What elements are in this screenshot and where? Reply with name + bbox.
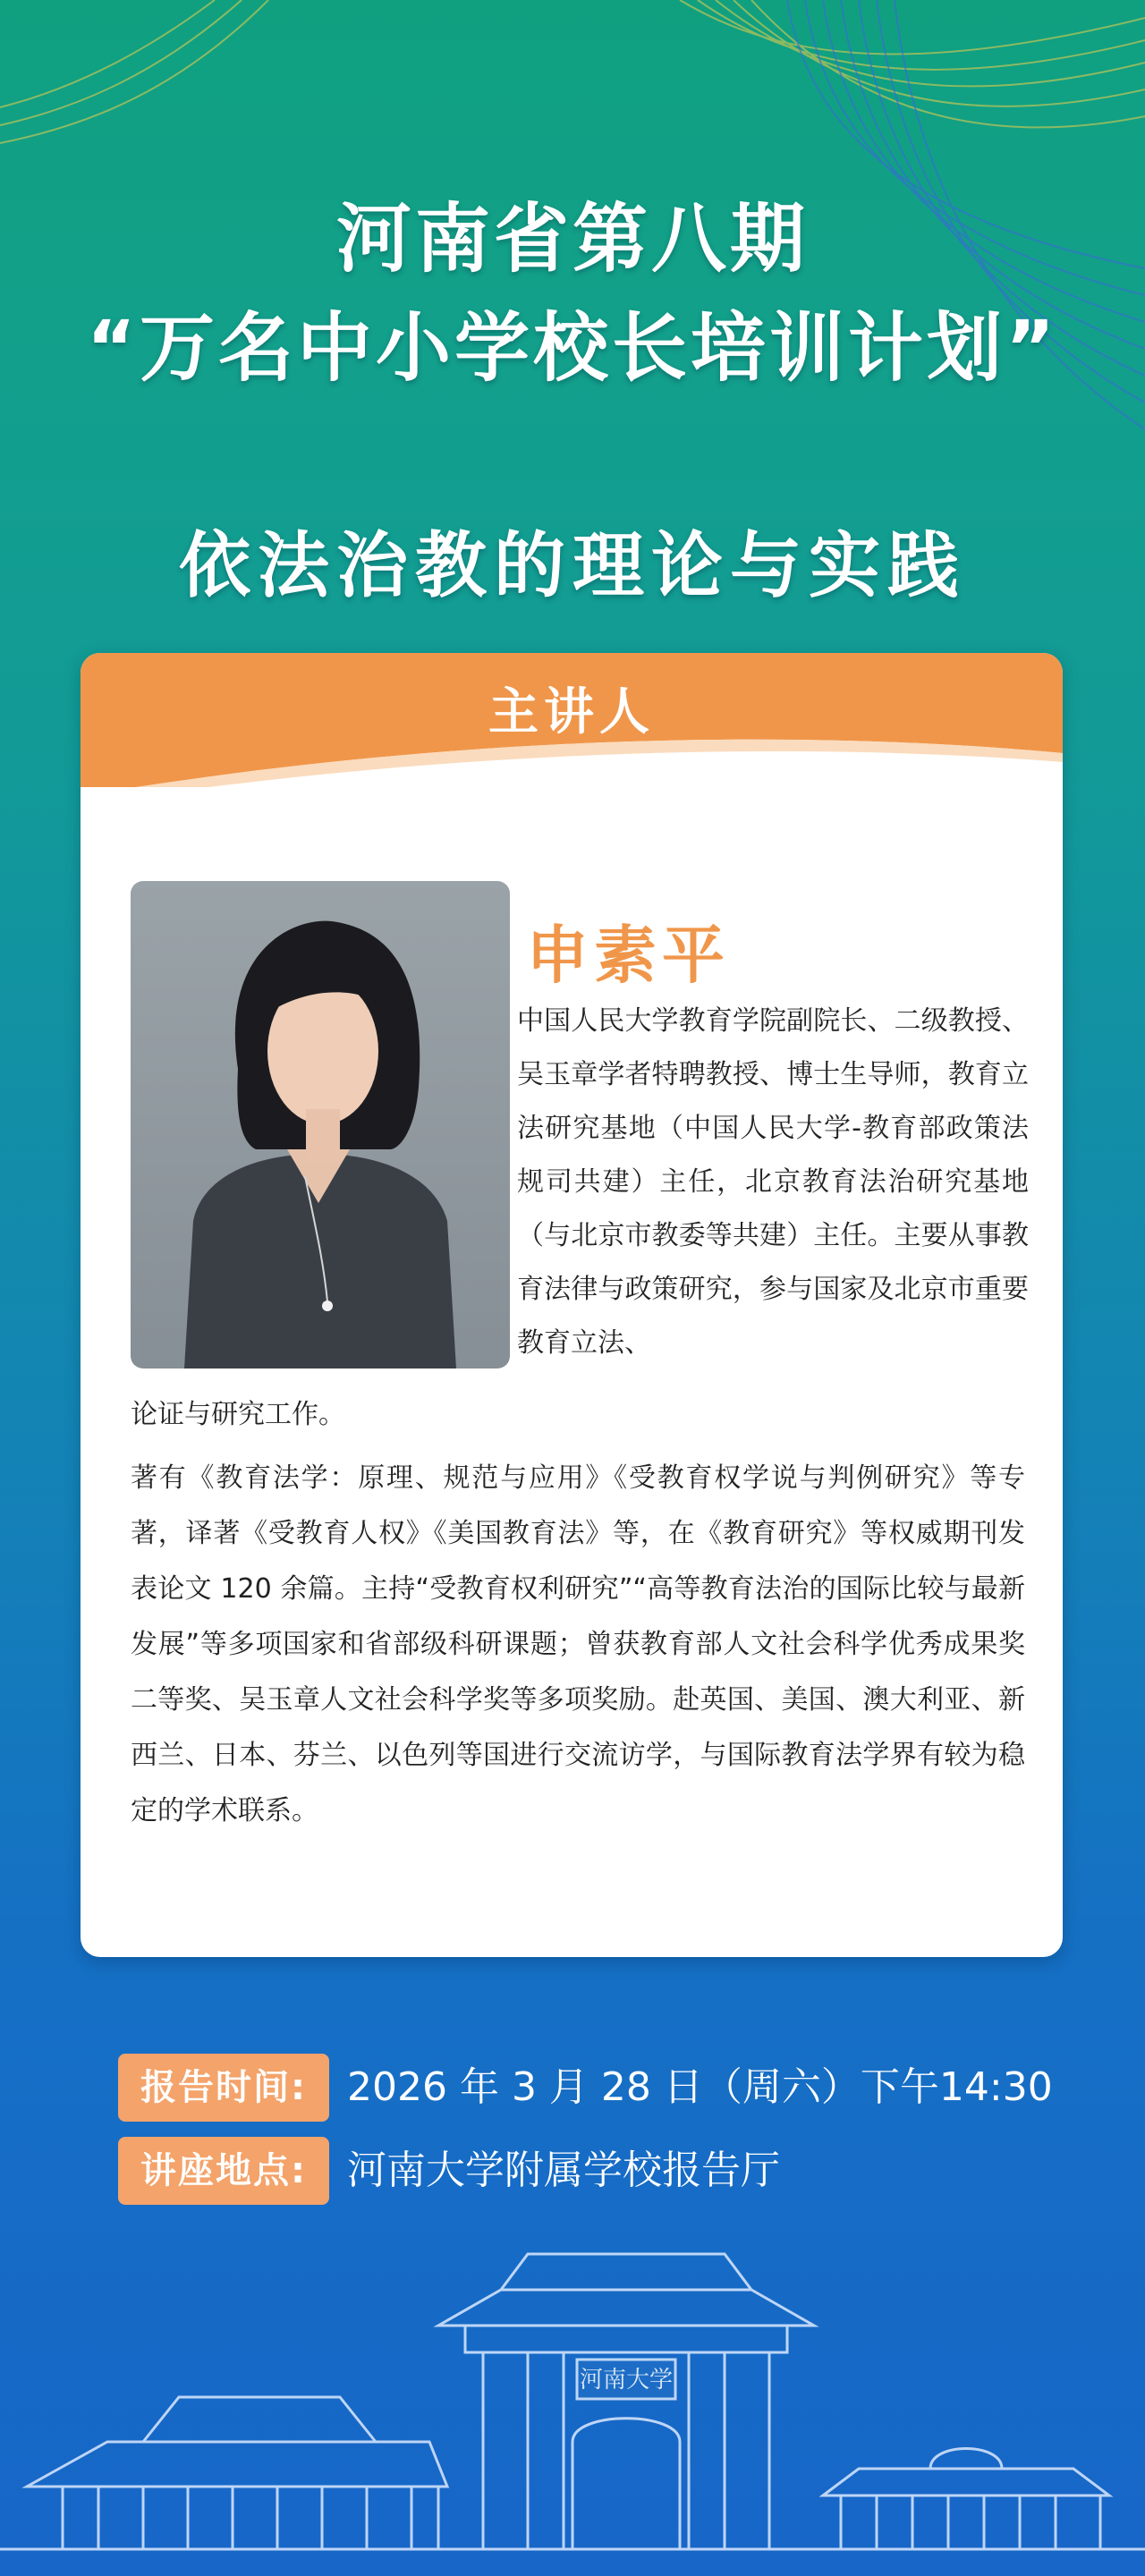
speaker-card-header [81,653,1063,787]
lecture-subtitle: 依法治教的理论与实践 [179,524,966,607]
event-time-value: 2026 年 3 月 28 日（周六）下午14:30 [347,2064,1053,2110]
title-line-1: 河南省第八期 [335,195,809,283]
speaker-photo [131,881,510,1368]
event-place-value: 河南大学附属学校报告厅 [347,2148,780,2193]
speaker-card [81,653,1063,1957]
gate-plaque-text: 河南大学 [579,2367,674,2394]
campus-buildings-illustration [0,2218,1145,2576]
speaker-bio-intro: 中国人民大学教育学院副院长、二级教授、吴玉章学者特聘教授、博士生导师，教育立法研究基地（中国人民大学-教育部政策法规司共建）主任，北京教育法治研究基地（与北京市教委等共建）主任。主要从事教育法律与政策研究，参与国家及北京市重要教育立法、 [517,1005,1029,1359]
speaker-name: 申素平 [526,919,730,992]
speaker-bio-works: 著有《教育法学：原理、规范与应用》《受教育权学说与判例研究》等专著，译著《受教育人权》《美国教育法》等，在《教育研究》等权威期刊发表论文 120 余篇。主持“受教育权利研究”“高等教育法治的国际比较与最新发展”等多项国家和省部级科研课题；曾获教育部人文社会科学优秀成果奖二等奖、吴玉章人文社会科学奖等多项奖励。赴英国、美国、澳大利亚、新西兰、日本、芬兰、以色列等国进行交流访学，与国际教育法学界有较为稳定的学术联系。 [131,1462,1025,1826]
title-line-2: “万名中小学校长培训计划” [86,304,1059,392]
event-time-label: 报告时间: [118,2054,329,2122]
speaker-bio-intro-continued: 论证与研究工作。 [131,1399,345,1430]
speaker-card-title: 主讲人 [488,683,655,741]
event-place-label: 讲座地点: [118,2137,329,2205]
